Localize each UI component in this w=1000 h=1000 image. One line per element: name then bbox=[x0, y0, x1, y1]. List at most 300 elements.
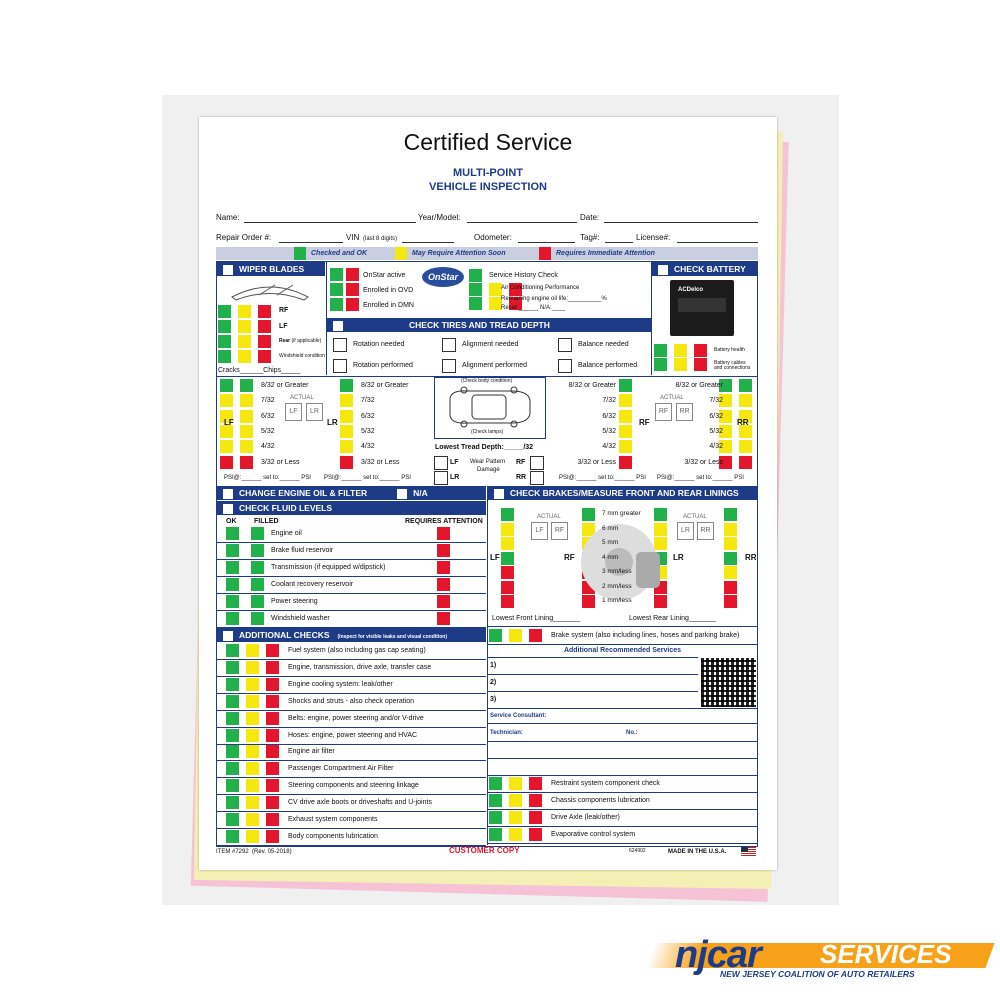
wiper-windshield-soon[interactable] bbox=[238, 350, 251, 363]
customer-copy: CUSTOMER COPY bbox=[449, 846, 520, 855]
additional-6-ok[interactable] bbox=[226, 745, 239, 758]
lamps-note: (Check lamps) bbox=[471, 429, 504, 435]
additional-label-2: Engine cooling system: leak/other bbox=[288, 680, 393, 688]
fluid-label-0: Engine oil bbox=[271, 530, 302, 537]
wear-lr-checkbox[interactable] bbox=[434, 471, 448, 485]
wear-rf-label: RF bbox=[516, 459, 526, 466]
battery-1-soon[interactable] bbox=[674, 358, 687, 371]
vin-note: (last 8 digits) bbox=[363, 236, 398, 242]
license-label: License#: bbox=[636, 233, 671, 242]
battery-0-soon[interactable] bbox=[674, 344, 687, 357]
brake-lf-0[interactable] bbox=[501, 508, 514, 521]
wear-lf-label: LF bbox=[450, 459, 459, 466]
brake-lf-5[interactable] bbox=[501, 581, 514, 594]
actual-rf-box[interactable]: RF bbox=[655, 403, 672, 421]
oil-header: CHANGE ENGINE OIL & FILTER N/A bbox=[217, 486, 486, 500]
right-check-2-immediate[interactable] bbox=[529, 811, 542, 824]
brake-mm-label-5: 2 mm/less bbox=[602, 582, 632, 590]
right-check-1-soon[interactable] bbox=[509, 794, 522, 807]
additional-10-soon[interactable] bbox=[246, 813, 259, 826]
tire-lr-depth-label-2: 6/32 bbox=[361, 412, 375, 420]
tire-rr-label: RR bbox=[737, 418, 749, 427]
right-check-3-ok[interactable] bbox=[489, 828, 502, 841]
actual-rr-box[interactable]: RR bbox=[676, 403, 693, 421]
tire-lr-depth-label-3: 5/32 bbox=[361, 427, 375, 435]
divider bbox=[217, 676, 486, 677]
tire-lf-depth-b-1[interactable] bbox=[220, 394, 233, 407]
onstar-item-2: Enrolled in OVD bbox=[363, 287, 414, 294]
fluid-filled-header: FILLED bbox=[254, 518, 279, 525]
tire-rr-depth-b-1[interactable] bbox=[739, 394, 752, 407]
brake-system-label: Brake system (also including lines, hoses and parking brake) bbox=[551, 632, 740, 639]
fluid-0-ok[interactable] bbox=[226, 527, 239, 540]
onstar-0-immediate[interactable] bbox=[346, 268, 359, 281]
legend-red bbox=[539, 247, 551, 260]
wiper-lf-ok[interactable] bbox=[218, 320, 231, 333]
additional-7-immediate[interactable] bbox=[266, 762, 279, 775]
brake-actual-rr[interactable]: RR bbox=[697, 522, 714, 540]
tag-label: Tag#: bbox=[580, 233, 600, 242]
brake-lf-4[interactable] bbox=[501, 566, 514, 579]
item-number: ITEM #7292 (Rev. 05-2018) bbox=[216, 849, 292, 855]
car-top-icon bbox=[442, 386, 536, 428]
fluid-4-filled[interactable] bbox=[251, 595, 264, 608]
tire-rf-depth-5[interactable] bbox=[619, 456, 632, 469]
additional-0-immediate[interactable] bbox=[266, 644, 279, 657]
actual-label: ACTUAL bbox=[683, 514, 707, 520]
date-field[interactable] bbox=[604, 222, 758, 223]
legend-ok: Checked and OK bbox=[311, 250, 368, 257]
fluid-2-requires[interactable] bbox=[437, 561, 450, 574]
fluid-4-requires[interactable] bbox=[437, 595, 450, 608]
form-subtitle-1: MULTI-POINT bbox=[452, 167, 524, 179]
tire-rr-depth-b-0[interactable] bbox=[739, 379, 752, 392]
onstar-2-immediate[interactable] bbox=[346, 298, 359, 311]
recommended-1: 1) bbox=[490, 662, 497, 669]
fluid-5-requires[interactable] bbox=[437, 612, 450, 625]
brake-rr-2[interactable] bbox=[724, 537, 737, 550]
service-1-ok[interactable] bbox=[469, 297, 482, 310]
wear-rr-checkbox[interactable] bbox=[530, 471, 544, 485]
divider bbox=[488, 708, 757, 709]
tire-lf-depth-1[interactable] bbox=[240, 394, 253, 407]
right-check-1-immediate[interactable] bbox=[529, 794, 542, 807]
brand-services: SERVICES bbox=[820, 939, 952, 969]
additional-9-soon[interactable] bbox=[246, 796, 259, 809]
service-history-ok[interactable] bbox=[469, 269, 482, 282]
form-subtitle-2: VEHICLE INSPECTION bbox=[429, 181, 547, 193]
additional-6-immediate[interactable] bbox=[266, 745, 279, 758]
additional-7-ok[interactable] bbox=[226, 762, 239, 775]
additional-3-soon[interactable] bbox=[246, 695, 259, 708]
divider bbox=[217, 576, 486, 577]
tire-lr-depth-0[interactable] bbox=[340, 379, 353, 392]
tire-option-checkbox-1[interactable] bbox=[442, 338, 456, 352]
onstar-1-immediate[interactable] bbox=[346, 283, 359, 296]
lowest-tread-label: Lowest Tread Depth:_____/32 bbox=[435, 444, 534, 451]
brake-actual-rf[interactable]: RF bbox=[551, 522, 568, 540]
divider bbox=[488, 775, 757, 776]
fluid-ok-header: OK bbox=[226, 518, 237, 525]
divider bbox=[217, 693, 486, 694]
brake-mm-label-6: 1 mm/less bbox=[602, 597, 632, 604]
brand-tagline: NEW JERSEY COALITION OF AUTO RETAILERS bbox=[720, 969, 915, 979]
year-model-field[interactable] bbox=[467, 222, 577, 223]
wear-lf-checkbox[interactable] bbox=[434, 456, 448, 470]
brake-rr-5[interactable] bbox=[724, 581, 737, 594]
brake-lr-label: LR bbox=[673, 553, 684, 562]
year-model-label: Year/Model: bbox=[418, 213, 461, 222]
divider bbox=[488, 758, 757, 759]
repair-order-label: Repair Order #: bbox=[216, 233, 272, 242]
psi-lr: PSI@:______ set to:______ PSI bbox=[324, 475, 411, 481]
additional-0-soon[interactable] bbox=[246, 644, 259, 657]
additional-label-8: Steering components and steering linkage bbox=[288, 782, 419, 790]
additional-label-7: Passenger Compartment Air Filter bbox=[288, 765, 394, 773]
brake-lf-label: LF bbox=[490, 553, 500, 562]
ac-performance: Air Conditioning Performance bbox=[501, 285, 580, 291]
additional-10-immediate[interactable] bbox=[266, 813, 279, 826]
vin-field[interactable] bbox=[402, 242, 454, 243]
brake-rr-0[interactable] bbox=[724, 508, 737, 521]
divider bbox=[651, 262, 652, 375]
wiper-rf-ok[interactable] bbox=[218, 305, 231, 318]
actual-lr-box[interactable]: LR bbox=[306, 403, 323, 421]
brake-actual-lf[interactable]: LF bbox=[531, 522, 548, 540]
tire-lr-depth-5[interactable] bbox=[340, 456, 353, 469]
additional-5-ok[interactable] bbox=[226, 729, 239, 742]
additional-2-soon[interactable] bbox=[246, 678, 259, 691]
divider bbox=[488, 644, 757, 645]
onstar-0-ok[interactable] bbox=[330, 268, 343, 281]
fluid-0-requires[interactable] bbox=[437, 527, 450, 540]
divider bbox=[488, 723, 757, 724]
divider bbox=[217, 593, 486, 594]
additional-4-ok[interactable] bbox=[226, 712, 239, 725]
fluid-label-5: Windshield washer bbox=[271, 615, 330, 622]
brake-lf-6[interactable] bbox=[501, 595, 514, 608]
additional-2-ok[interactable] bbox=[226, 678, 239, 691]
tire-option-checkbox-5[interactable] bbox=[558, 359, 572, 373]
fluid-label-4: Power steering bbox=[271, 598, 318, 605]
tire-lr-depth-2[interactable] bbox=[340, 410, 353, 423]
additional-5-soon[interactable] bbox=[246, 729, 259, 742]
brake-lf-1[interactable] bbox=[501, 523, 514, 536]
tire-rr-depth-label-4: 4/32 bbox=[709, 443, 723, 451]
oil-life: Remaining engine oil life:__________% bbox=[501, 296, 607, 302]
cracks-label: Cracks______Chips_____ bbox=[218, 367, 301, 374]
additional-1-soon[interactable] bbox=[246, 661, 259, 674]
actual-label: ACTUAL bbox=[660, 395, 684, 401]
tire-lf-depth-4[interactable] bbox=[240, 440, 253, 453]
wear-rr-label: RR bbox=[516, 474, 527, 481]
tire-rf-label: RF bbox=[639, 418, 650, 427]
tire-option-label-4: Alignment performed bbox=[462, 362, 527, 369]
battery-0-immediate[interactable] bbox=[694, 344, 707, 357]
wear-pattern-label: Wear Pattern bbox=[470, 459, 506, 465]
additional-label-10: Exhaust system components bbox=[288, 816, 378, 823]
service-0-ok[interactable] bbox=[469, 283, 482, 296]
tire-option-checkbox-3[interactable] bbox=[333, 359, 347, 373]
battery-health: Battery health bbox=[714, 347, 745, 353]
lowest-rear-lining: Lowest Rear Lining_______ bbox=[629, 615, 717, 622]
divider bbox=[488, 657, 698, 658]
divider bbox=[488, 626, 757, 627]
right-check-1-ok[interactable] bbox=[489, 794, 502, 807]
recommended-3: 3) bbox=[490, 696, 497, 703]
fluids-header: CHECK FLUID LEVELS bbox=[217, 501, 486, 515]
made-in-usa: MADE IN THE U.S.A. bbox=[668, 849, 727, 855]
tire-rf-depth-0[interactable] bbox=[619, 379, 632, 392]
additional-4-soon[interactable] bbox=[246, 712, 259, 725]
additional-1-immediate[interactable] bbox=[266, 661, 279, 674]
brake-rr-label: RR bbox=[745, 553, 757, 562]
tire-rf-depth-3[interactable] bbox=[619, 425, 632, 438]
additional-8-ok[interactable] bbox=[226, 779, 239, 792]
additional-11-immediate[interactable] bbox=[266, 830, 279, 843]
tire-lf-label: LF bbox=[224, 418, 234, 427]
additional-4-immediate[interactable] bbox=[266, 712, 279, 725]
additional-1-ok[interactable] bbox=[226, 661, 239, 674]
wiper-rear-ok[interactable] bbox=[218, 335, 231, 348]
brake-mm-label-4: 3 mm/less bbox=[602, 568, 632, 575]
brake-system-soon[interactable] bbox=[509, 629, 522, 642]
divider bbox=[217, 727, 486, 728]
fluid-1-ok[interactable] bbox=[226, 544, 239, 557]
tire-rr-depth-label-2: 6/32 bbox=[709, 412, 723, 420]
wiper-windshield-immediate[interactable] bbox=[258, 350, 271, 363]
fluid-5-ok[interactable] bbox=[226, 612, 239, 625]
right-check-0-soon[interactable] bbox=[509, 777, 522, 790]
tire-lf-depth-b-0[interactable] bbox=[220, 379, 233, 392]
tire-rr-depth-b-4[interactable] bbox=[739, 440, 752, 453]
brand-name: njcar bbox=[675, 934, 761, 976]
tire-lr-label: LR bbox=[327, 418, 338, 427]
lowest-front-lining: Lowest Front Lining_______ bbox=[492, 615, 581, 622]
tire-lf-depth-0[interactable] bbox=[240, 379, 253, 392]
tire-option-label-3: Rotation performed bbox=[353, 362, 413, 369]
tire-lf-depth-2[interactable] bbox=[240, 410, 253, 423]
fluid-2-filled[interactable] bbox=[251, 561, 264, 574]
brake-actual-lr[interactable]: LR bbox=[677, 522, 694, 540]
brake-lf-3[interactable] bbox=[501, 552, 514, 565]
additional-8-immediate[interactable] bbox=[266, 779, 279, 792]
odometer-field[interactable] bbox=[518, 242, 575, 243]
fluid-3-requires[interactable] bbox=[437, 578, 450, 591]
brake-rr-4[interactable] bbox=[724, 566, 737, 579]
qr-code bbox=[701, 658, 756, 707]
brake-mm-label-3: 4 mm bbox=[602, 553, 619, 561]
vin-label: VIN bbox=[346, 233, 360, 242]
additional-label-6: Engine air filter bbox=[288, 748, 335, 756]
actual-label: ACTUAL bbox=[537, 514, 561, 520]
recommended-2: 2) bbox=[490, 679, 497, 686]
divider bbox=[217, 710, 486, 711]
additional-0-ok[interactable] bbox=[226, 644, 239, 657]
brake-rr-1[interactable] bbox=[724, 523, 737, 536]
additional-label-4: Belts: engine, power steering and/or V-drive bbox=[288, 714, 424, 722]
fluid-2-ok[interactable] bbox=[226, 561, 239, 574]
brake-mm-label-2: 5 mm bbox=[602, 539, 619, 546]
tire-lr-depth-4[interactable] bbox=[340, 440, 353, 453]
divider bbox=[217, 777, 486, 778]
divider bbox=[488, 826, 757, 827]
right-check-0-ok[interactable] bbox=[489, 777, 502, 790]
windshield-icon bbox=[229, 279, 311, 301]
tire-rf-depth-label-1: 7/32 bbox=[602, 397, 616, 405]
tire-lr-depth-label-0: 8/32 or Greater bbox=[361, 382, 409, 389]
additional-11-soon[interactable] bbox=[246, 830, 259, 843]
wiper-rf-immediate[interactable] bbox=[258, 305, 271, 318]
tag-field[interactable] bbox=[605, 242, 633, 243]
additional-label-11: Body components lubrication bbox=[288, 832, 378, 840]
divider bbox=[217, 659, 486, 660]
tire-option-checkbox-4[interactable] bbox=[442, 359, 456, 373]
divider bbox=[217, 760, 486, 761]
battery-1-ok[interactable] bbox=[654, 358, 667, 371]
repair-order-field[interactable] bbox=[279, 242, 343, 243]
brake-system-immediate[interactable] bbox=[529, 629, 542, 642]
tire-lf-depth-3[interactable] bbox=[240, 425, 253, 438]
fluid-0-filled[interactable] bbox=[251, 527, 264, 540]
tire-option-label-1: Alignment needed bbox=[462, 341, 519, 348]
service-consultant-label: Service Consultant: bbox=[490, 713, 547, 719]
tire-lf-depth-b-4[interactable] bbox=[220, 440, 233, 453]
onstar-2-ok[interactable] bbox=[330, 298, 343, 311]
divider bbox=[217, 828, 486, 829]
additional-11-ok[interactable] bbox=[226, 830, 239, 843]
technician-label: Technician: bbox=[490, 730, 523, 736]
legend-green bbox=[294, 247, 306, 260]
onstar-logo: OnStar bbox=[422, 267, 464, 287]
right-check-3-soon[interactable] bbox=[509, 828, 522, 841]
additional-label-5: Hoses: engine, power steering and HVAC bbox=[288, 731, 418, 739]
brake-mm-label-0: 7 mm greater bbox=[602, 510, 641, 517]
brake-rf-label: RF bbox=[564, 553, 575, 562]
wiper-rear-immediate[interactable] bbox=[258, 335, 271, 348]
tire-lf-depth-b-5[interactable] bbox=[220, 456, 233, 469]
additional-9-ok[interactable] bbox=[226, 796, 239, 809]
fluid-1-requires[interactable] bbox=[437, 544, 450, 557]
tires-header: CHECK TIRES AND TREAD DEPTH bbox=[327, 318, 651, 332]
onstar-item-3: Enrolled in DMN bbox=[363, 302, 414, 309]
fluid-4-ok[interactable] bbox=[226, 595, 239, 608]
wiper-rf-soon[interactable] bbox=[238, 305, 251, 318]
right-check-2-ok[interactable] bbox=[489, 811, 502, 824]
divider bbox=[488, 741, 757, 742]
additional-5-immediate[interactable] bbox=[266, 729, 279, 742]
additional-10-ok[interactable] bbox=[226, 813, 239, 826]
service-history: Service History Check bbox=[489, 272, 558, 279]
divider bbox=[488, 792, 757, 793]
wiper-windshield-label: Windshield condition bbox=[279, 353, 325, 359]
additional-label-1: Engine, transmission, drive axle, transfer case bbox=[288, 663, 432, 671]
tire-rr-depth-label-1: 7/32 bbox=[709, 397, 723, 405]
legend-yellow bbox=[395, 247, 407, 260]
wiper-windshield-ok[interactable] bbox=[218, 350, 231, 363]
fluid-requires-header: REQUIRES ATTENTION bbox=[405, 518, 483, 525]
brake-rr-3[interactable] bbox=[724, 552, 737, 565]
right-check-3-immediate[interactable] bbox=[529, 828, 542, 841]
fluid-3-ok[interactable] bbox=[226, 578, 239, 591]
fluid-label-3: Coolant recovery reservoir bbox=[271, 581, 354, 588]
tire-lr-depth-3[interactable] bbox=[340, 425, 353, 438]
fluid-1-filled[interactable] bbox=[251, 544, 264, 557]
divider bbox=[217, 744, 486, 745]
additional-8-soon[interactable] bbox=[246, 779, 259, 792]
psi-rr: PSI@:______ set to:______ PSI bbox=[657, 475, 744, 481]
right-check-0-immediate[interactable] bbox=[529, 777, 542, 790]
tire-rf-depth-label-3: 5/32 bbox=[602, 427, 616, 435]
tire-rr-depth-b-5[interactable] bbox=[739, 456, 752, 469]
tire-rf-depth-1[interactable] bbox=[619, 394, 632, 407]
divider bbox=[488, 809, 757, 810]
wiper-rear-soon[interactable] bbox=[238, 335, 251, 348]
odometer-label: Odometer: bbox=[474, 233, 512, 242]
additional-label-0: Fuel system (also including gas cap seating) bbox=[288, 647, 426, 654]
brake-lf-2[interactable] bbox=[501, 537, 514, 550]
technician-no-label: No.: bbox=[626, 730, 638, 736]
wiper-lf-immediate[interactable] bbox=[258, 320, 271, 333]
brake-system-ok[interactable] bbox=[489, 629, 502, 642]
tire-rf-depth-2[interactable] bbox=[619, 410, 632, 423]
divider bbox=[488, 674, 698, 675]
wiper-lf-soon[interactable] bbox=[238, 320, 251, 333]
additional-2-immediate[interactable] bbox=[266, 678, 279, 691]
additional-3-immediate[interactable] bbox=[266, 695, 279, 708]
brakes-header: CHECK BRAKES/MEASURE FRONT AND REAR LININGS bbox=[488, 486, 757, 500]
divider bbox=[217, 559, 486, 560]
brake-rr-6[interactable] bbox=[724, 595, 737, 608]
additional-9-immediate[interactable] bbox=[266, 796, 279, 809]
tire-rf-depth-label-0: 8/32 or Greater bbox=[568, 382, 616, 389]
additional-7-soon[interactable] bbox=[246, 762, 259, 775]
tire-lr-depth-1[interactable] bbox=[340, 394, 353, 407]
damage-label: Damage bbox=[477, 467, 500, 473]
right-check-2-soon[interactable] bbox=[509, 811, 522, 824]
tire-option-checkbox-2[interactable] bbox=[558, 338, 572, 352]
right-check-label-1: Chassis components lubrication bbox=[551, 797, 650, 804]
battery-1-immediate[interactable] bbox=[694, 358, 707, 371]
tire-lf-depth-label-0: 8/32 or Greater bbox=[261, 382, 309, 389]
fluid-3-filled[interactable] bbox=[251, 578, 264, 591]
tire-rr-depth-label-3: 5/32 bbox=[709, 427, 723, 435]
battery-0-ok[interactable] bbox=[654, 344, 667, 357]
right-check-label-2: Drive Axle (leak/other) bbox=[551, 814, 620, 821]
battery-header: CHECK BATTERY bbox=[652, 262, 757, 276]
wiper-rear-label: Rear (if applicable) bbox=[279, 338, 322, 344]
actual-lf-box[interactable]: LF bbox=[285, 403, 302, 421]
additional-6-soon[interactable] bbox=[246, 745, 259, 758]
license-field[interactable] bbox=[677, 242, 758, 243]
additional-label-3: Shocks and struts - also check operation bbox=[288, 697, 415, 705]
inspection-form bbox=[199, 117, 777, 870]
legend-immediate: Requires Immediate Attention bbox=[556, 250, 655, 257]
tire-rf-depth-4[interactable] bbox=[619, 440, 632, 453]
battery-image: ACDelco bbox=[670, 280, 734, 336]
tire-option-label-5: Balance performed bbox=[578, 362, 638, 369]
additional-3-ok[interactable] bbox=[226, 695, 239, 708]
tire-lf-depth-5[interactable] bbox=[240, 456, 253, 469]
tire-lf-depth-label-1: 7/32 bbox=[261, 397, 275, 405]
divider bbox=[217, 542, 486, 543]
name-field[interactable] bbox=[244, 222, 416, 223]
additional-header: ADDITIONAL CHECKS (Inspect for visible leaks and visual condition) bbox=[217, 628, 486, 642]
onstar-1-ok[interactable] bbox=[330, 283, 343, 296]
wear-rf-checkbox[interactable] bbox=[530, 456, 544, 470]
fluid-5-filled[interactable] bbox=[251, 612, 264, 625]
tire-option-checkbox-0[interactable] bbox=[333, 338, 347, 352]
